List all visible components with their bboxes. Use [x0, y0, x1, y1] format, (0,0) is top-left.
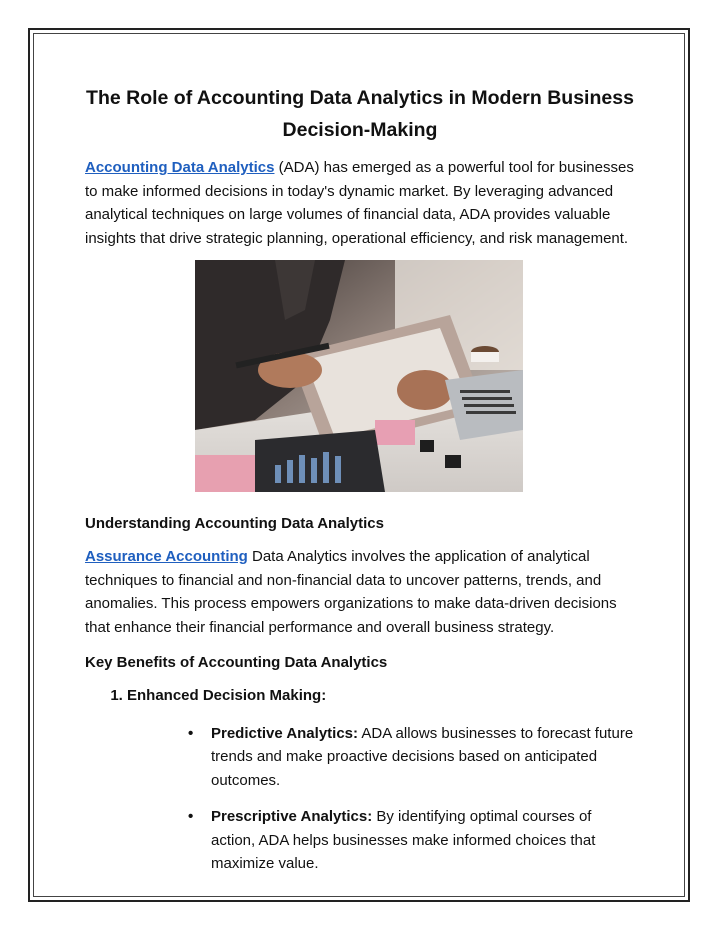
- subpoint-title: Predictive Analytics:: [211, 724, 359, 742]
- subpoint-predictive: [127, 722, 635, 793]
- business-analytics-photo: [195, 260, 523, 492]
- understanding-text: Data Analytics involves the application of analytical techniques to financial and non-financial data to uncover patterns, trends, and anomalies. This process empowers organizations to make data-driven decisions that enhance their financial performance and overall business strategy.: [85, 548, 617, 636]
- subpoint-text: By identifying optimal courses of action, ADA helps businesses make informed choices that maximize value.: [211, 808, 596, 872]
- subpoint-text: ADA allows businesses to forecast future trends and make proactive decisions based on anticipated outcomes.: [211, 724, 634, 789]
- accounting-data-analytics-link[interactable]: Accounting Data Analytics: [85, 159, 275, 176]
- intro-text: (ADA) has emerged as a powerful tool for businesses to make informed decisions in today's dynamic market. By leveraging advanced analytical techniques on large volumes of financial data, ADA provides valuable insights that drive strategic planning, operational efficiency, and risk management.: [85, 159, 634, 247]
- article-title: The Role of Accounting Data Analytics in Modern Business Decision-Making: [86, 87, 634, 141]
- benefit-item: [127, 684, 635, 876]
- subpoint-title: Prescriptive Analytics:: [211, 808, 373, 825]
- bullet-icon: •: [188, 808, 194, 825]
- benefit-subpoints: [127, 722, 635, 876]
- bullet-icon: •: [188, 724, 194, 742]
- article-body: [85, 82, 635, 889]
- benefits-list: [85, 684, 635, 876]
- intro-paragraph: [85, 156, 635, 250]
- subpoint-prescriptive: [127, 805, 635, 876]
- section-heading-understanding: Understanding Accounting Data Analytics: [85, 515, 384, 532]
- photo-illustration: [195, 260, 523, 492]
- section-heading-key-benefits: Key Benefits of Accounting Data Analytics: [85, 654, 388, 671]
- assurance-accounting-link[interactable]: Assurance Accounting: [85, 548, 248, 565]
- benefit-label: Enhanced Decision Making:: [127, 687, 327, 704]
- understanding-paragraph: [85, 545, 635, 639]
